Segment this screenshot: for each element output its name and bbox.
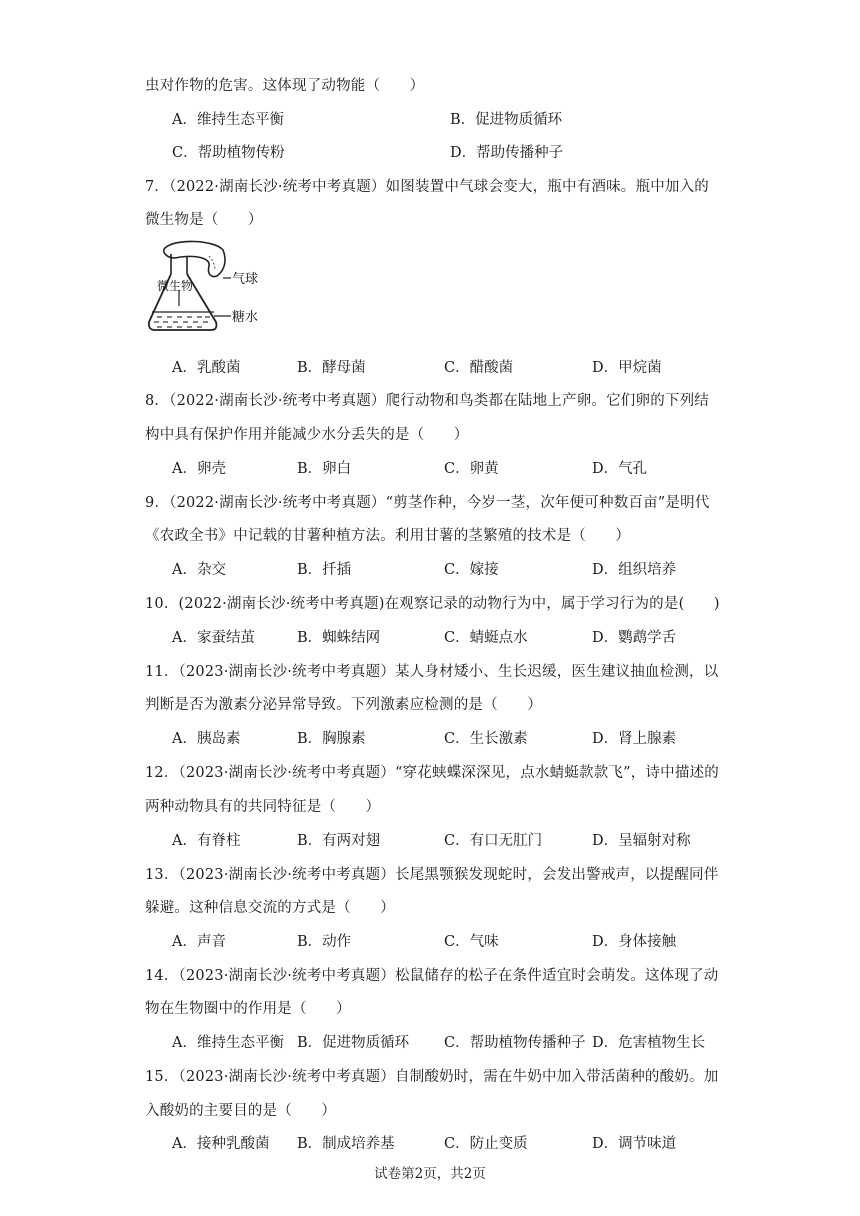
q11-stem-line2: 判断是否为激素分泌异常导致。下列激素应检测的是（ ）	[145, 697, 542, 713]
q11-option-d: D．肾上腺素	[592, 731, 677, 747]
q15-option-a: A．接种乳酸菌	[172, 1136, 270, 1152]
q14-stem-line1: 14．（2023·湖南长沙·统考中考真题）松鼠储存的松子在条件适宜时会萌发。这体现了动	[145, 968, 719, 984]
q15-stem-line1: 15．（2023·湖南长沙·统考中考真题）自制酸奶时，需在牛奶中加入带活菌种的酸奶。加	[145, 1069, 719, 1085]
q12-stem-line1: 12．（2023·湖南长沙·统考中考真题）“穿花蛱蝶深深见，点水蜻蜓款款飞”，诗中描述的	[145, 765, 719, 781]
q13-stem-line2: 躲避。这种信息交流的方式是（ ）	[145, 900, 395, 916]
q7-stem-line1: 7．（2022·湖南长沙·统考中考真题）如图装置中气球会变大，瓶中有酒味。瓶中加入的	[145, 179, 709, 195]
q6-option-d: D．帮助传播种子	[450, 145, 564, 161]
q15-option-c: C．防止变质	[444, 1136, 528, 1152]
q11-option-a: A．胰岛素	[172, 731, 241, 747]
q6-option-c: C．帮助植物传粉	[172, 145, 285, 161]
q15-option-d: D．调节味道	[592, 1136, 677, 1152]
q8-stem-line1: 8．（2022·湖南长沙·统考中考真题）爬行动物和鸟类都在陆地上产卵。它们卵的下列结	[145, 393, 709, 409]
q10-option-b: B．蜘蛛结网	[297, 630, 381, 646]
q12-option-b: B．有两对翅	[297, 833, 381, 849]
q13-option-d: D．身体接触	[592, 934, 677, 950]
q9-option-d: D．组织培养	[592, 562, 677, 578]
q13-stem-line1: 13．（2023·湖南长沙·统考中考真题）长尾黑颚猴发现蛇时，会发出警戒声，以提醒同伴	[145, 867, 719, 883]
q9-stem-line1: 9．（2022·湖南长沙·统考中考真题）“剪茎作种，今岁一茎，次年便可种数百亩”是明代	[145, 495, 710, 511]
q13-option-b: B．动作	[297, 934, 352, 950]
q12-option-c: C．有口无肛门	[444, 833, 543, 849]
q9-option-a: A．杂交	[172, 562, 226, 578]
flask-balloon-figure	[145, 240, 265, 340]
q11-option-b: B．胸腺素	[297, 731, 366, 747]
q10-option-a: A．家蚕结茧	[172, 630, 255, 646]
q12-stem-line2: 两种动物具有的共同特征是（ ）	[145, 799, 381, 815]
q7-option-d: D．甲烷菌	[592, 360, 662, 376]
q8-option-a: A．卵壳	[172, 461, 226, 477]
q14-option-a: A．维持生态平衡	[172, 1035, 284, 1051]
q11-stem-line1: 11．（2023·湖南长沙·统考中考真题）某人身材矮小、生长迟缓，医生建议抽血检测，以	[145, 664, 719, 680]
q10-stem-line1: 10．(2022·湖南长沙·统考中考真题)在观察记录的动物行为中，属于学习行为的是( )	[145, 596, 720, 612]
q14-option-c: C．帮助植物传播种子	[444, 1035, 586, 1051]
q9-option-c: C．嫁接	[444, 562, 499, 578]
q12-option-a: A．有脊柱	[172, 833, 241, 849]
q8-option-d: D．气孔	[592, 461, 648, 477]
q14-option-b: B．促进物质循环	[297, 1035, 410, 1051]
q13-option-c: C．气味	[444, 934, 499, 950]
q7-option-c: C．醋酸菌	[444, 360, 514, 376]
page-footer: 试卷第2页，共2页	[374, 1166, 486, 1182]
q10-option-d: D．鹦鹉学舌	[592, 630, 677, 646]
q6-stem: 虫对作物的危害。这体现了动物能（ ）	[145, 78, 425, 94]
q14-stem-line2: 物在生物圈中的作用是（ ）	[145, 1001, 351, 1017]
q11-option-c: C．生长激素	[444, 731, 528, 747]
q14-option-d: D．危害植物生长	[592, 1035, 706, 1051]
sugar-water-label: 糖水	[232, 310, 259, 325]
q7-option-b: B．酵母菌	[297, 360, 366, 376]
q7-stem-line2: 微生物是（ ）	[145, 212, 263, 228]
q12-option-d: D．呈辐射对称	[592, 833, 691, 849]
q6-option-b: B．促进物质循环	[450, 112, 563, 128]
balloon-label: 气球	[232, 272, 259, 287]
q8-option-c: C．卵黄	[444, 461, 499, 477]
q8-stem-line2: 构中具有保护作用并能减少水分丢失的是（ ）	[145, 427, 469, 443]
q8-option-b: B．卵白	[297, 461, 352, 477]
q13-option-a: A．声音	[172, 934, 226, 950]
q15-option-b: B．制成培养基	[297, 1136, 395, 1152]
microbe-label: 微生物	[157, 279, 194, 293]
q9-stem-line2: 《农政全书》中记载的甘薯种植方法。利用甘薯的茎繁殖的技术是（ ）	[145, 528, 631, 544]
q7-option-a: A．乳酸菌	[172, 360, 241, 376]
q6-option-a: A．维持生态平衡	[172, 112, 284, 128]
q10-option-c: C．蜻蜓点水	[444, 630, 528, 646]
q9-option-b: B．扦插	[297, 562, 352, 578]
q15-stem-line2: 入酸奶的主要目的是（ ）	[145, 1103, 337, 1119]
